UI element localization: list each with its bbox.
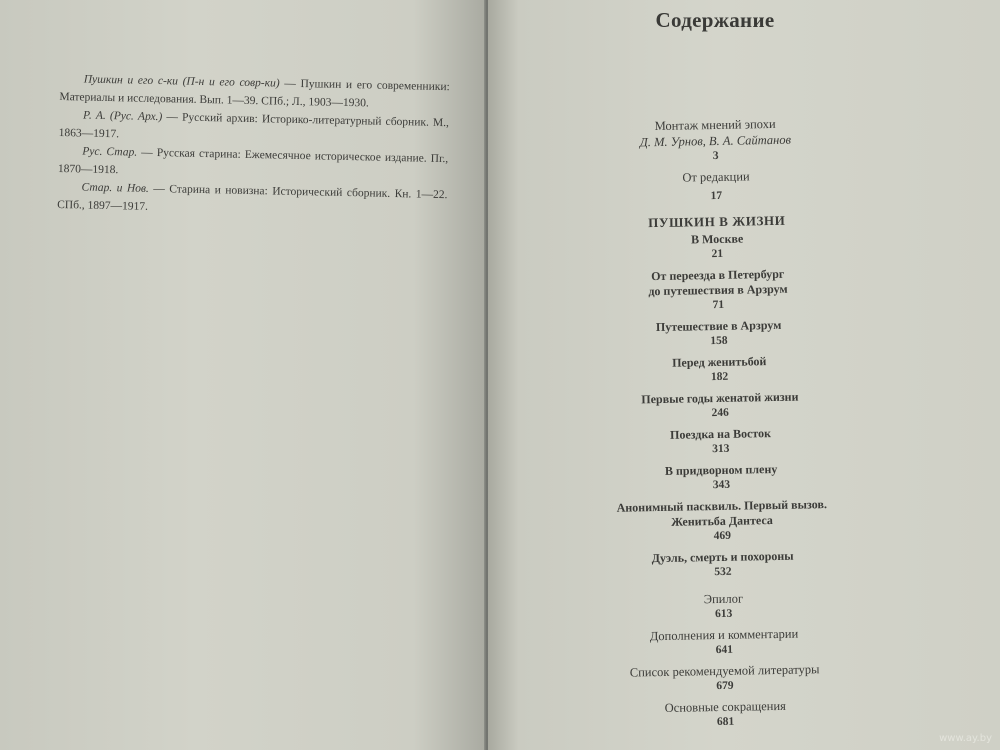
toc-entry-title: Монтаж мнений эпохи — [654, 116, 776, 134]
toc-entry-page: 532 — [714, 565, 732, 579]
abbreviation-entry — [57, 178, 448, 222]
abbreviation-key: Рус. Стар. — [82, 145, 138, 159]
toc-entry-page: 641 — [715, 643, 734, 657]
toc-entry-part — [604, 353, 834, 387]
toc-entry-commentary — [609, 626, 839, 660]
toc-entry-page: 469 — [713, 529, 732, 543]
toc-title-line: Анонимный пасквиль. Первый вызов. — [616, 497, 828, 515]
toc-title-line: до путешествия в Арзрум — [648, 281, 788, 299]
toc-entry-epilogue — [608, 590, 838, 624]
abbreviation-key: Стар. и Нов. — [81, 181, 149, 195]
toc-entry-page: 343 — [712, 478, 731, 492]
toc-entry-part — [605, 389, 835, 423]
abbreviation-text: — Русский архив: Историко-литературный сборник. М., 1863—1917. — [58, 111, 450, 141]
section-heading: ПУШКИН В ЖИЗНИ — [648, 212, 786, 231]
toc-entry-part — [607, 497, 838, 546]
toc-entry-editorial — [601, 168, 832, 206]
toc-entry-intro — [600, 116, 831, 166]
toc-entry-page: 246 — [711, 406, 729, 420]
toc-entry-title: Список рекомендуемой литературы — [629, 662, 820, 680]
toc-entry-page: 613 — [714, 607, 733, 621]
abbreviation-text: — Русская старина: Ежемесячное историческое издание. Пг., 1870—1918. — [57, 146, 449, 177]
toc-entry-page: 17 — [710, 189, 723, 203]
toc-title-line: Перед женитьбой — [672, 354, 767, 370]
toc-title-line: Поездка на Восток — [669, 426, 772, 442]
toc-entry-page: 681 — [716, 715, 735, 729]
toc-entry-page: 3 — [712, 149, 719, 163]
toc-entry-title: От редакции — [682, 169, 750, 185]
toc-entry-title — [603, 266, 833, 300]
toc-entry-page: 679 — [716, 679, 734, 693]
toc-entry-authors: Д. М. Урнов, В. А. Сайтанов — [639, 132, 792, 150]
toc-entry-page: 21 — [711, 247, 724, 261]
toc-entry-part — [605, 425, 835, 459]
toc-entry-title: Эпилог — [703, 591, 744, 607]
abbreviation-key: Пушкин и его с-ки (П-н и его совр-ки) — [83, 73, 280, 90]
toc-entry-part — [604, 317, 834, 351]
toc-entry-page: 158 — [710, 334, 728, 348]
page-title: Содержание — [655, 8, 775, 32]
abbreviation-text: — Старина и новизна: Исторический сборник. Кн. 1—22. СПб., 1897—1917. — [57, 182, 448, 213]
abbreviation-text: — Пушкин и его современники: Материалы и исследования. Вып. 1—39. СПб.; Л., 1903—1930. — [59, 77, 450, 110]
toc-title-line: Первые годы женатой жизни — [641, 389, 799, 407]
toc-entry-title: Основные сокращения — [664, 698, 786, 715]
abbreviation-key: Р. А. (Рус. Арх.) — [82, 109, 163, 124]
toc-entry-page: 182 — [710, 370, 729, 384]
toc-title-line: Женитьба Дантеса — [671, 513, 773, 529]
watermark: www.ay.by — [939, 733, 992, 744]
left-page — [0, 0, 486, 750]
toc-entry-part — [603, 266, 834, 315]
toc-entry-part — [602, 230, 832, 264]
toc-title-line: В придворном плену — [664, 461, 778, 478]
toc-title-line: В Москве — [690, 231, 744, 247]
toc-title-line: Путешествие в Арзрум — [655, 317, 782, 335]
toc-title-line: Дуэль, смерть и похороны — [651, 548, 794, 566]
toc-title-line: От переезда в Петербург — [651, 266, 785, 284]
abbreviations-list — [57, 70, 450, 222]
toc-entry-part — [606, 461, 836, 495]
toc-entry-page: 71 — [712, 298, 725, 312]
toc-entry-title — [607, 497, 837, 531]
toc-entry-abbreviations — [610, 698, 840, 732]
toc-entry-title: Дополнения и комментарии — [649, 626, 799, 644]
toc-entry-part — [608, 548, 838, 582]
toc-entry-reading-list — [610, 662, 840, 696]
table-of-contents — [600, 116, 841, 738]
toc-entry-page: 313 — [712, 442, 730, 456]
